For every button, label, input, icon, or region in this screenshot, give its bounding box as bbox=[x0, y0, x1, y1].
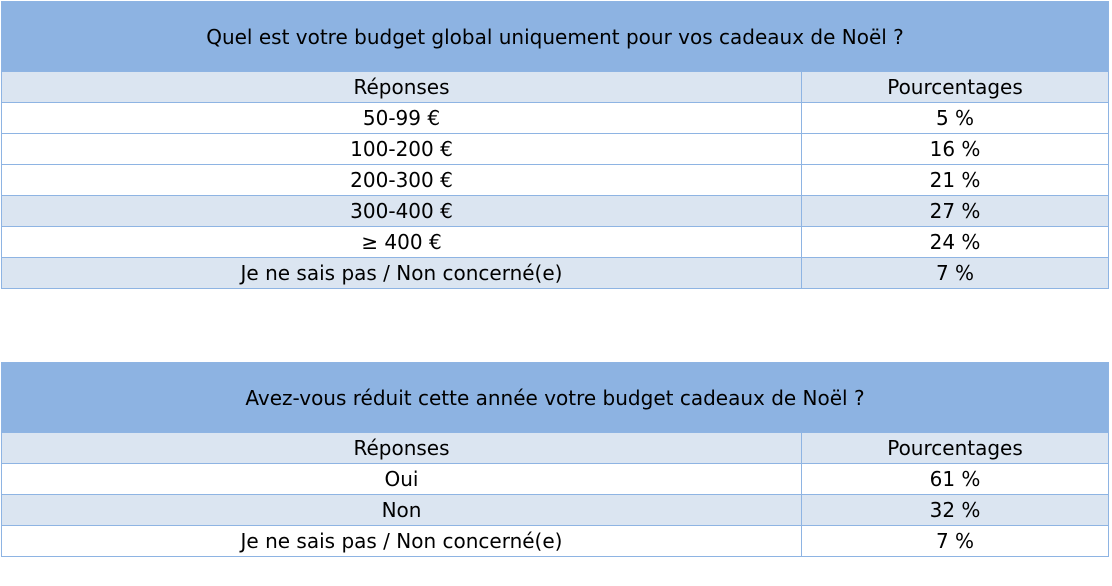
question-title: Avez-vous réduit cette année votre budget cadeaux de Noël ? bbox=[2, 363, 1109, 433]
response-cell: Je ne sais pas / Non concerné(e) bbox=[2, 258, 802, 289]
response-cell: 50-99 € bbox=[2, 103, 802, 134]
table-row bbox=[2, 526, 1109, 557]
budget-reduction-table bbox=[1, 362, 1109, 557]
question-row bbox=[2, 2, 1109, 72]
table-row bbox=[2, 227, 1109, 258]
percentage-cell: 24 % bbox=[802, 227, 1109, 258]
percentage-cell: 27 % bbox=[802, 196, 1109, 227]
response-cell: Oui bbox=[2, 464, 802, 495]
column-header-percentages: Pourcentages bbox=[802, 433, 1109, 464]
percentage-cell: 16 % bbox=[802, 134, 1109, 165]
column-header-row bbox=[2, 72, 1109, 103]
percentage-cell: 5 % bbox=[802, 103, 1109, 134]
column-header-responses: Réponses bbox=[2, 72, 802, 103]
question-title: Quel est votre budget global uniquement pour vos cadeaux de Noël ? bbox=[2, 2, 1109, 72]
table-row bbox=[2, 258, 1109, 289]
response-cell: 200-300 € bbox=[2, 165, 802, 196]
percentage-cell: 32 % bbox=[802, 495, 1109, 526]
response-cell: Non bbox=[2, 495, 802, 526]
percentage-cell: 21 % bbox=[802, 165, 1109, 196]
response-cell: 300-400 € bbox=[2, 196, 802, 227]
budget-survey-table bbox=[1, 1, 1109, 289]
table-row bbox=[2, 464, 1109, 495]
percentage-cell: 7 % bbox=[802, 258, 1109, 289]
percentage-cell: 7 % bbox=[802, 526, 1109, 557]
table-row bbox=[2, 495, 1109, 526]
response-cell: ≥ 400 € bbox=[2, 227, 802, 258]
column-header-percentages: Pourcentages bbox=[802, 72, 1109, 103]
response-cell: 100-200 € bbox=[2, 134, 802, 165]
percentage-cell: 61 % bbox=[802, 464, 1109, 495]
column-header-row bbox=[2, 433, 1109, 464]
column-header-responses: Réponses bbox=[2, 433, 802, 464]
table-row bbox=[2, 165, 1109, 196]
response-cell: Je ne sais pas / Non concerné(e) bbox=[2, 526, 802, 557]
table-row bbox=[2, 103, 1109, 134]
question-row bbox=[2, 363, 1109, 433]
table-row bbox=[2, 196, 1109, 227]
table-row bbox=[2, 134, 1109, 165]
